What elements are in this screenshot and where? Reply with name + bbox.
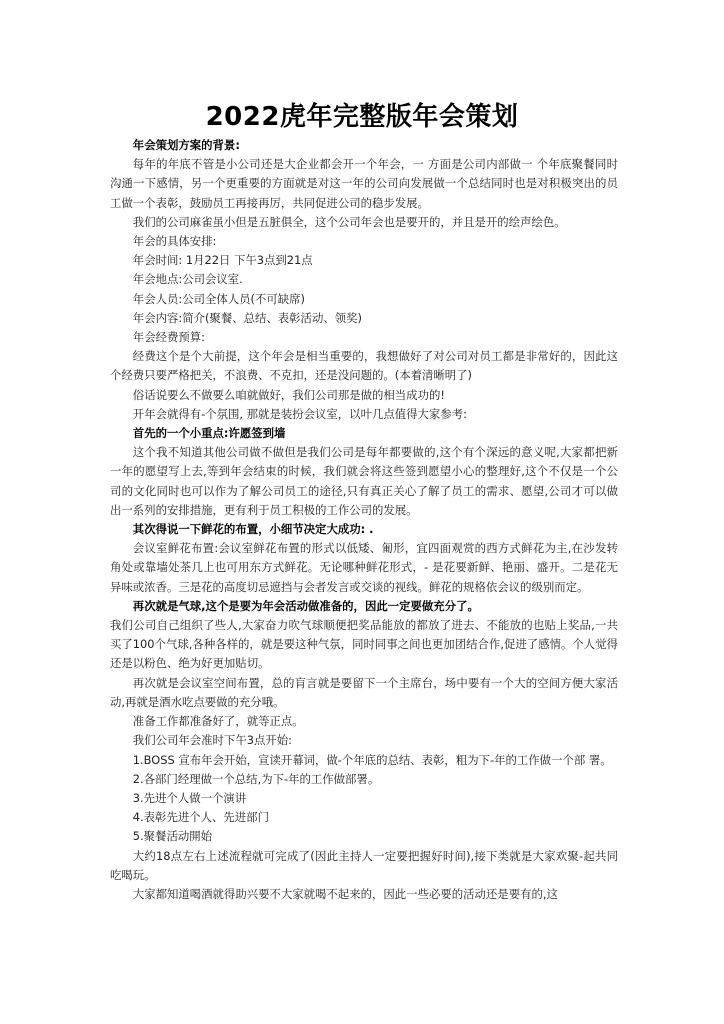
- body-paragraph: 开年会就得有-个氛围, 那就是装扮会议室，以叶几点值得大家参考:: [132, 406, 467, 421]
- body-paragraph: 准备工作都准备好了，就等正点。: [132, 714, 304, 729]
- body-paragraph: 年会时间: 1月22日 下午3点到21点: [132, 253, 313, 268]
- body-paragraph: 2.各部门经理做一个总结,为下-年的工作做部署。: [132, 771, 380, 786]
- body-paragraph: 年会经费预算:: [132, 330, 205, 345]
- body-paragraph: 我们的公司麻雀虽小但是五脏俱全，这个公司年会也是要开的，并且是开的绘声绘色。: [132, 214, 566, 229]
- body-paragraph: 年会人员:公司全体人员(不可缺席): [132, 291, 305, 306]
- body-paragraph: 会议室鲜花布置:会议室鲜花布置的形式以低矮、匍形，宜四面观赏的西方式鲜花为主,在沙发转角处或靠墙处茶几上也可用东方式鲜花。无论哪种鲜花形式，- 是花要新鲜、艳丽、盛开。二是花无异味或浓香。三是花的高度切忌遮挡与会者发言或交谈的视线。鲜花的规格依会议的级别而定。: [110, 541, 618, 594]
- body-paragraph: 再次就是会议室空间布置，总的肓言就是要留下一个主席台，场中要有一个大的空间方便大家活动,再就是酒水吃点要做的充分哦。: [110, 675, 618, 709]
- body-paragraph: 我们公司年会准时下午3点开始:: [132, 733, 292, 748]
- section-heading: 首先的一个小重点:许愿签到墙: [132, 426, 286, 441]
- body-paragraph: 大约18点左右上述流程就可完成了(因此主持人一定要把握好时间),接下类就是大家欢聚-起共同吃喝玩。: [110, 848, 618, 882]
- body-paragraph: 大家都知道喝酒就得助兴要不大家就喝不起来的，因此一些必要的活动还是要有的,这: [132, 886, 558, 901]
- body-paragraph: 4.表彰先进个人、先进部门: [132, 810, 269, 825]
- section-heading: 其次得说一下鲜花的布置，小细节决定大成功: .: [132, 522, 374, 537]
- body-paragraph: 每年的年底不管是小公司还是大企业都会开一个年会，一 方面是公司内部做一 个年底聚餐同时沟通一下感情，另一个更重要的方面就是对这一年的公司向发展做一个总结同时也是对积极突出的员工做一个表彰，鼓励员工再接再厉，共同促进公司的稳步发展。: [110, 157, 618, 210]
- body-paragraph: 经费这个是个大前提，这个年会是相当重要的，我想做好了对公司对员工都是非常好的，因此这个经费只要严格把关，不浪费、不克扣，还是没问题的。(本着清晰明了): [110, 349, 618, 383]
- body-paragraph: 年会地点:公司会议室.: [132, 272, 243, 287]
- section-heading: 年会策划方案的背景:: [132, 138, 240, 152]
- body-paragraph: 3.先进个人做一个演讲: [132, 790, 247, 805]
- body-paragraph: 1.BOSS 宣布年会开始，宣读开幕词，做-个年底的总结、表彰，粗为下-年的工作做一个部 署。: [132, 752, 612, 767]
- body-paragraph: 年会内容:简介(聚餐、总结、表彰活动、领奖): [132, 310, 362, 325]
- body-paragraph: 俗话说要么不做要么咱就做好，我们公司那是做的相当成功的!: [132, 387, 445, 402]
- body-paragraph: 年会的具体安排:: [132, 234, 217, 249]
- body-paragraph: 5.聚餐活动開始: [132, 829, 213, 844]
- body-paragraph: 我们公司自己组织了些人,大家奋力吹气球顺便把奖品能放的都放了进去、不能放的也贴上奖品,一共买了100个气球,各种各样的，就是要这种气氛，同时同事之间也更加团结合作,促进了感情。个人觉得还是以粉色、绝为好更加贴切。: [110, 618, 618, 671]
- document-body: [110, 136, 618, 904]
- body-paragraph: 这个我不知道其他公司做不做但是我们公司是每年都要做的,这个有个深远的意义呢,大家都把新一年的愿望写上去,等到年会结束的时候，我们就会将这些签到愿望小心的整理好,这个不仅是一个公司的文化同时也可以作为了解公司员工的途径,只有真正关心了解了员工的需求、愿望,公司才可以做出一系列的安排措施，更有利于员工积极的工作公司的发展。: [110, 445, 618, 517]
- section-heading: 再次就是气球,这个是要为年会活动做准备的，因此一定要做充分了。: [132, 598, 479, 613]
- document-title: 2022虎年完整版年会策划: [205, 102, 519, 132]
